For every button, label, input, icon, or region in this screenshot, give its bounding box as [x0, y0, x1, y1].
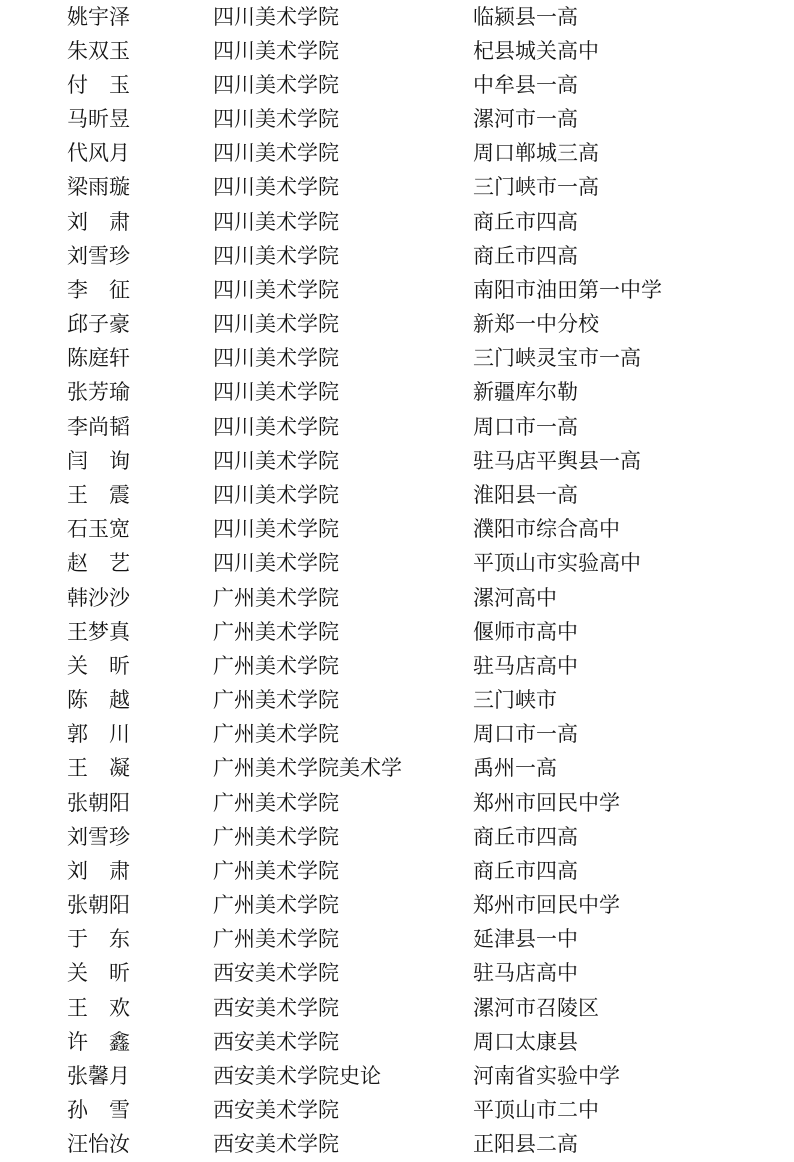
table-row — [0, 786, 794, 820]
college-cell: 西安美术学院 — [213, 1132, 339, 1157]
student-name-cell: 王梦真 — [67, 619, 130, 644]
college-cell: 广州美术学院 — [213, 653, 339, 678]
table-row — [0, 68, 794, 102]
college-cell: 广州美术学院美术学 — [213, 756, 402, 781]
high-school-cell: 中牟县一高 — [473, 72, 578, 97]
college-cell: 广州美术学院 — [213, 585, 339, 610]
student-name-cell: 石玉宽 — [67, 517, 130, 542]
high-school-cell: 新郑一中分校 — [473, 312, 599, 337]
high-school-cell: 濮阳市综合高中 — [473, 517, 620, 542]
high-school-cell: 漯河市一高 — [473, 107, 578, 132]
college-cell: 广州美术学院 — [213, 824, 339, 849]
table-row — [0, 991, 794, 1025]
high-school-cell: 漯河高中 — [473, 585, 557, 610]
table-row — [0, 513, 794, 547]
high-school-cell: 驻马店平舆县一高 — [473, 448, 641, 473]
student-name-cell: 赵 艺 — [67, 551, 130, 576]
table-row — [0, 820, 794, 854]
college-cell: 四川美术学院 — [213, 243, 339, 268]
college-cell: 四川美术学院 — [213, 141, 339, 166]
college-cell: 四川美术学院 — [213, 551, 339, 576]
table-row — [0, 1025, 794, 1059]
student-name-cell: 邱子豪 — [67, 312, 130, 337]
student-name-cell: 王 凝 — [67, 756, 130, 781]
college-cell: 四川美术学院 — [213, 72, 339, 97]
table-row — [0, 34, 794, 68]
table-row — [0, 137, 794, 171]
high-school-cell: 三门峡市 — [473, 688, 557, 713]
college-cell: 四川美术学院 — [213, 414, 339, 439]
student-name-cell: 郭 川 — [67, 722, 130, 747]
student-name-cell: 孙 雪 — [67, 1098, 130, 1123]
high-school-cell: 周口市一高 — [473, 722, 578, 747]
table-row — [0, 0, 794, 34]
college-cell: 西安美术学院 — [213, 1029, 339, 1054]
high-school-cell: 延津县一中 — [473, 927, 578, 952]
student-name-cell: 刘雪珍 — [67, 824, 130, 849]
table-row — [0, 308, 794, 342]
student-name-cell: 汪怡汝 — [67, 1132, 130, 1157]
high-school-cell: 郑州市回民中学 — [473, 893, 620, 918]
college-cell: 西安美术学院史论 — [213, 1063, 381, 1088]
table-row — [0, 171, 794, 205]
college-cell: 四川美术学院 — [213, 107, 339, 132]
high-school-cell: 商丘市四高 — [473, 209, 578, 234]
college-cell: 西安美术学院 — [213, 961, 339, 986]
college-cell: 广州美术学院 — [213, 619, 339, 644]
college-cell: 四川美术学院 — [213, 175, 339, 200]
high-school-cell: 驻马店高中 — [473, 961, 578, 986]
student-name-cell: 闫 询 — [67, 448, 130, 473]
high-school-cell: 周口太康县 — [473, 1029, 578, 1054]
table-row — [0, 718, 794, 752]
college-cell: 广州美术学院 — [213, 858, 339, 883]
college-cell: 广州美术学院 — [213, 790, 339, 815]
student-name-cell: 陈 越 — [67, 688, 130, 713]
college-cell: 西安美术学院 — [213, 995, 339, 1020]
student-name-cell: 于 东 — [67, 927, 130, 952]
college-cell: 四川美术学院 — [213, 277, 339, 302]
student-name-cell: 李 征 — [67, 277, 130, 302]
table-row — [0, 683, 794, 717]
table-row — [0, 1128, 794, 1162]
college-cell: 四川美术学院 — [213, 482, 339, 507]
table-row — [0, 1059, 794, 1093]
table-row — [0, 923, 794, 957]
student-name-cell: 付 玉 — [67, 72, 130, 97]
student-name-cell: 刘雪珍 — [67, 243, 130, 268]
student-name-cell: 朱双玉 — [67, 38, 130, 63]
college-cell: 四川美术学院 — [213, 38, 339, 63]
high-school-cell: 周口市一高 — [473, 414, 578, 439]
high-school-cell: 平顶山市实验高中 — [473, 551, 641, 576]
high-school-cell: 周口郸城三高 — [473, 141, 599, 166]
high-school-cell: 郑州市回民中学 — [473, 790, 620, 815]
high-school-cell: 偃师市高中 — [473, 619, 578, 644]
high-school-cell: 漯河市召陵区 — [473, 995, 599, 1020]
college-cell: 广州美术学院 — [213, 688, 339, 713]
student-name-cell: 关 昕 — [67, 653, 130, 678]
college-cell: 四川美术学院 — [213, 448, 339, 473]
student-name-cell: 陈庭轩 — [67, 346, 130, 371]
college-cell: 广州美术学院 — [213, 722, 339, 747]
college-cell: 四川美术学院 — [213, 209, 339, 234]
student-name-cell: 王 震 — [67, 482, 130, 507]
high-school-cell: 商丘市四高 — [473, 243, 578, 268]
college-cell: 四川美术学院 — [213, 4, 339, 29]
table-row — [0, 205, 794, 239]
table-row — [0, 376, 794, 410]
student-name-cell: 张馨月 — [67, 1063, 130, 1088]
table-row — [0, 649, 794, 683]
college-cell: 四川美术学院 — [213, 380, 339, 405]
high-school-cell: 三门峡灵宝市一高 — [473, 346, 641, 371]
high-school-cell: 新疆库尔勒 — [473, 380, 578, 405]
table-row — [0, 273, 794, 307]
high-school-cell: 平顶山市二中 — [473, 1098, 599, 1123]
college-cell: 广州美术学院 — [213, 927, 339, 952]
college-cell: 四川美术学院 — [213, 517, 339, 542]
student-name-cell: 许 鑫 — [67, 1029, 130, 1054]
table-row — [0, 239, 794, 273]
table-row — [0, 957, 794, 991]
table-row — [0, 752, 794, 786]
college-cell: 西安美术学院 — [213, 1098, 339, 1123]
student-name-cell: 关 昕 — [67, 961, 130, 986]
table-row — [0, 103, 794, 137]
student-name-cell: 张朝阳 — [67, 790, 130, 815]
high-school-cell: 三门峡市一高 — [473, 175, 599, 200]
student-name-cell: 代风月 — [67, 141, 130, 166]
student-name-cell: 姚宇泽 — [67, 4, 130, 29]
high-school-cell: 商丘市四高 — [473, 824, 578, 849]
table-row — [0, 615, 794, 649]
college-cell: 四川美术学院 — [213, 346, 339, 371]
student-name-cell: 张朝阳 — [67, 893, 130, 918]
student-name-cell: 李尚韬 — [67, 414, 130, 439]
high-school-cell: 临颍县一高 — [473, 4, 578, 29]
high-school-cell: 商丘市四高 — [473, 858, 578, 883]
college-cell: 广州美术学院 — [213, 893, 339, 918]
high-school-cell: 淮阳县一高 — [473, 482, 578, 507]
table-row — [0, 1094, 794, 1128]
table-row — [0, 888, 794, 922]
student-name-cell: 王 欢 — [67, 995, 130, 1020]
student-name-cell: 张芳瑜 — [67, 380, 130, 405]
student-name-cell: 刘 肃 — [67, 209, 130, 234]
student-name-cell: 韩沙沙 — [67, 585, 130, 610]
table-row — [0, 342, 794, 376]
high-school-cell: 驻马店高中 — [473, 653, 578, 678]
table-row — [0, 410, 794, 444]
table-row — [0, 547, 794, 581]
table-row — [0, 854, 794, 888]
high-school-cell: 杞县城关高中 — [473, 38, 599, 63]
high-school-cell: 河南省实验中学 — [473, 1063, 620, 1088]
student-name-cell: 刘 肃 — [67, 858, 130, 883]
table-row — [0, 581, 794, 615]
high-school-cell: 正阳县二高 — [473, 1132, 578, 1157]
high-school-cell: 南阳市油田第一中学 — [473, 277, 662, 302]
student-name-cell: 马昕昱 — [67, 107, 130, 132]
student-name-cell: 梁雨璇 — [67, 175, 130, 200]
table-row — [0, 444, 794, 478]
college-cell: 四川美术学院 — [213, 312, 339, 337]
table-row — [0, 478, 794, 512]
high-school-cell: 禹州一高 — [473, 756, 557, 781]
